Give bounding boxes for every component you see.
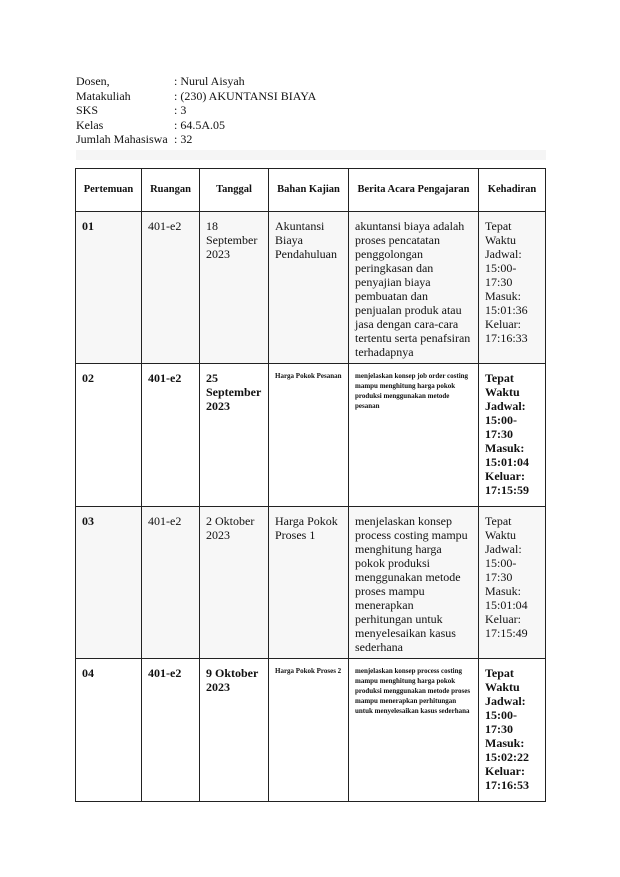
kehadiran-line: Waktu bbox=[485, 528, 517, 542]
attendance-table bbox=[75, 168, 546, 802]
table-row bbox=[76, 659, 546, 802]
cell-pertemuan: 01 bbox=[76, 212, 142, 364]
cell-bahan-kajian: Harga Pokok Pesanan bbox=[269, 364, 349, 507]
kehadiran-line: Waktu bbox=[485, 680, 520, 694]
kehadiran-line: 17:15:49 bbox=[485, 626, 528, 640]
kehadiran-line: 15:00- bbox=[485, 708, 517, 722]
separator-band bbox=[76, 150, 546, 160]
kehadiran-line: 17:30 bbox=[485, 722, 513, 736]
kehadiran-line: Jadwal: bbox=[485, 247, 522, 261]
kehadiran-line: 17:30 bbox=[485, 570, 513, 584]
kehadiran-line: 17:30 bbox=[485, 275, 513, 289]
cell-pertemuan: 03 bbox=[76, 507, 142, 659]
cell-berita-acara: menjelaskan konsep process costing mampu menghitung harga pokok produksi menggunakan metode proses mampu menerapkan perhitungan untuk menyelesaikan kasus sederhana bbox=[349, 507, 479, 659]
cell-kehadiran bbox=[479, 507, 546, 659]
kehadiran-line: Keluar: bbox=[485, 469, 525, 483]
kehadiran-line: Keluar: bbox=[485, 764, 525, 778]
table-row bbox=[76, 364, 546, 507]
cell-kehadiran bbox=[479, 212, 546, 364]
cell-bahan-kajian: Akuntansi Biaya Pendahuluan bbox=[269, 212, 349, 364]
jumlah-value: : 32 bbox=[174, 132, 193, 147]
kehadiran-line: 15:00- bbox=[485, 261, 517, 275]
dosen-value: : Nurul Aisyah bbox=[174, 74, 245, 88]
cell-kehadiran bbox=[479, 364, 546, 507]
table-row bbox=[76, 507, 546, 659]
matakuliah-value: : (230) AKUNTANSI BIAYA bbox=[174, 88, 317, 103]
matakuliah-label: Matakuliah bbox=[76, 88, 131, 103]
kehadiran-line: Tepat bbox=[485, 219, 512, 233]
cell-ruangan: 401-e2 bbox=[142, 659, 200, 802]
cell-ruangan: 401-e2 bbox=[142, 212, 200, 364]
kehadiran-line: 15:01:04 bbox=[485, 455, 529, 469]
kehadiran-line: Tepat bbox=[485, 514, 512, 528]
kehadiran-line: Jadwal: bbox=[485, 694, 526, 708]
cell-bahan-kajian: Harga Pokok Proses 1 bbox=[269, 507, 349, 659]
kehadiran-line: Keluar: bbox=[485, 612, 521, 626]
kehadiran-line: Waktu bbox=[485, 385, 520, 399]
jumlah-label: Jumlah Mahasiswa bbox=[76, 132, 168, 147]
cell-pertemuan: 04 bbox=[76, 659, 142, 802]
kehadiran-line: Jadwal: bbox=[485, 542, 522, 556]
kehadiran-line: 15:01:04 bbox=[485, 598, 528, 612]
kehadiran-line: 15:00- bbox=[485, 556, 517, 570]
kehadiran-line: 15:00- bbox=[485, 413, 517, 427]
cell-pertemuan: 02 bbox=[76, 364, 142, 507]
cell-ruangan: 401-e2 bbox=[142, 507, 200, 659]
kehadiran-line: Masuk: bbox=[485, 736, 525, 750]
kelas-value: : 64.5A.05 bbox=[174, 117, 225, 132]
kelas-label: Kelas bbox=[76, 117, 104, 132]
info-row-kelas bbox=[76, 118, 316, 133]
info-row-dosen bbox=[76, 74, 316, 89]
kehadiran-line: 17:16:33 bbox=[485, 331, 528, 345]
info-row-matakuliah bbox=[76, 89, 316, 104]
header-tanggal: Tanggal bbox=[200, 169, 269, 212]
kehadiran-line: 15:01:36 bbox=[485, 303, 528, 317]
kehadiran-line: Tepat bbox=[485, 371, 514, 385]
kehadiran-line: 17:30 bbox=[485, 427, 513, 441]
cell-bahan-kajian: Harga Pokok Proses 2 bbox=[269, 659, 349, 802]
kehadiran-line: Waktu bbox=[485, 233, 517, 247]
cell-ruangan: 401-e2 bbox=[142, 364, 200, 507]
dosen-label: Dosen, bbox=[76, 74, 110, 88]
table-row bbox=[76, 212, 546, 364]
header-bahan-kajian: Bahan Kajian bbox=[269, 169, 349, 212]
kehadiran-line: 15:02:22 bbox=[485, 750, 529, 764]
cell-tanggal: 9 Oktober 2023 bbox=[200, 659, 269, 802]
kehadiran-line: Masuk: bbox=[485, 441, 525, 455]
header-pertemuan: Pertemuan bbox=[76, 169, 142, 212]
kehadiran-line: Keluar: bbox=[485, 317, 521, 331]
cell-tanggal: 2 Oktober 2023 bbox=[200, 507, 269, 659]
header-berita-acara: Berita Acara Pengajaran bbox=[349, 169, 479, 212]
table-header-row bbox=[76, 169, 546, 212]
header-kehadiran: Kehadiran bbox=[479, 169, 546, 212]
kehadiran-line: 17:16:53 bbox=[485, 778, 529, 792]
kehadiran-line: Masuk: bbox=[485, 584, 521, 598]
kehadiran-line: Tepat bbox=[485, 666, 514, 680]
cell-berita-acara: akuntansi biaya adalah proses pencatatan penggolongan peringkasan dan penyajian biaya pembuatan dan penjualan produk atau jasa dengan cara-cara tertentu serta penafsiran terhadapnya bbox=[349, 212, 479, 364]
kehadiran-line: 17:15:59 bbox=[485, 483, 529, 497]
header-ruangan: Ruangan bbox=[142, 169, 200, 212]
cell-berita-acara: menjelaskan konsep process costing mampu menghitung harga pokok produksi menggunakan metode proses mampu menerapkan perhitungan untuk menyelesaikan kasus sederhana bbox=[349, 659, 479, 802]
sks-label: SKS bbox=[76, 103, 99, 118]
kehadiran-line: Masuk: bbox=[485, 289, 521, 303]
sks-value: : 3 bbox=[174, 103, 187, 118]
kehadiran-line: Jadwal: bbox=[485, 399, 526, 413]
cell-tanggal: 25 September 2023 bbox=[200, 364, 269, 507]
cell-kehadiran bbox=[479, 659, 546, 802]
cell-tanggal: 18 September 2023 bbox=[200, 212, 269, 364]
cell-berita-acara: menjelaskan konsep job order costing mampu menghitung harga pokok produksi menggunakan metode pesanan bbox=[349, 364, 479, 507]
info-row-sks bbox=[76, 103, 316, 118]
course-info bbox=[76, 74, 316, 147]
info-row-jumlah bbox=[76, 132, 316, 147]
